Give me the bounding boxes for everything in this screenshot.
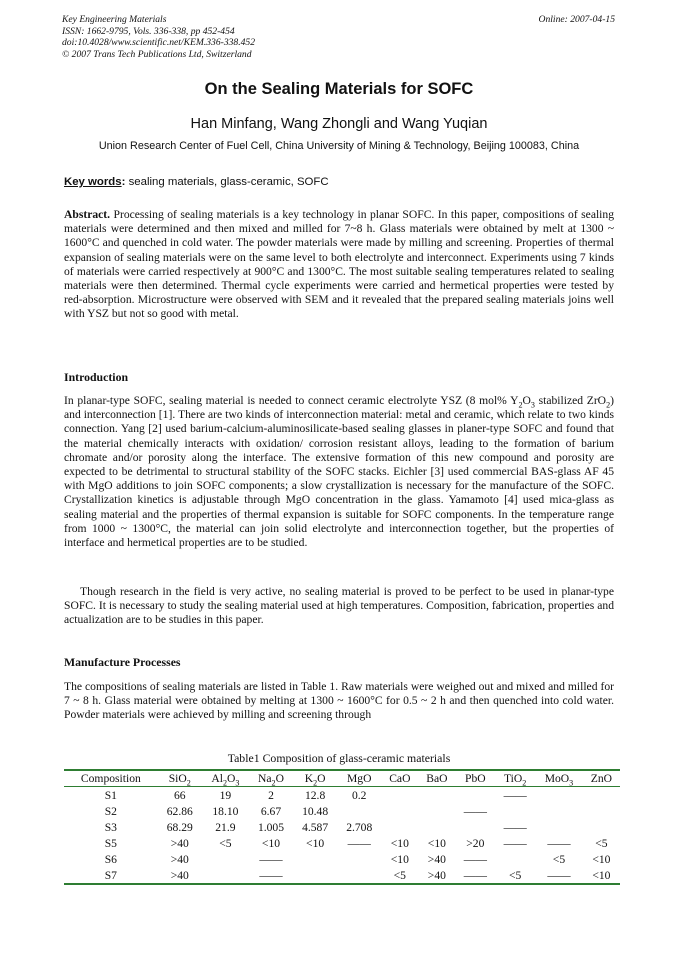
table-cell: >20 [466, 836, 485, 850]
table-cell [337, 867, 381, 884]
table-cell: —— [347, 836, 371, 850]
table-header-row [64, 770, 620, 787]
keywords-label: Key words [64, 176, 122, 188]
table-cell [293, 851, 337, 867]
abstract-label: Abstract. [64, 208, 111, 221]
table-cell: —— [503, 820, 527, 834]
table-cell: —— [249, 867, 293, 884]
composition-table [64, 769, 620, 885]
table-cell: 6.67 [260, 804, 282, 818]
table-cell: —— [535, 867, 583, 884]
paper-affiliation: Union Research Center of Fuel Cell, China University of Mining & Technology, Beijing 100083, China [98, 140, 580, 152]
table-cell: 66 [174, 788, 186, 802]
table-cell: >40 [170, 836, 189, 850]
table-cell: 2.708 [346, 820, 373, 834]
intro-text-a: In planar-type SOFC, sealing material is needed to connect ceramic electrolyte YSZ (8 mol% Y [64, 394, 519, 407]
table-cell: S2 [104, 804, 117, 818]
table-cell [535, 803, 583, 819]
table-cell: S7 [64, 867, 158, 884]
table-cell: >40 [170, 852, 189, 866]
table-cell: 68.29 [166, 820, 193, 834]
introduction-paragraph-2: Though research in the field is very active, no sealing material is proved to be perfect to be used in planar-type SOFC. It is necessary to study the sealing material used at high temperatures. Composition, fabrication, properties and actualization are to be studies in this paper. [64, 585, 614, 627]
table-header-cell: $Na_2O$ [249, 770, 293, 787]
table-body [64, 787, 620, 885]
table-header-cell: ZnO [583, 770, 620, 787]
table-cell: 1.005 [257, 820, 285, 834]
table-cell: <10 [427, 836, 446, 850]
table-cell: 18.10 [212, 804, 239, 818]
table-cell: S3 [104, 820, 117, 834]
abstract-text: Processing of sealing materials is a key technology in planar SOFC. In this paper, compositions of sealing materials were determined and then mixed and milled for 7~8 h. Glass materials were obtained by melt at 1300 ~ 1600°C and quenched in cold water. The powder materials were made by milling and screening. Properties of thermal expansion of sealing materials were on the same level to both electrolyte and interconnect. Experiments using 7 kinds of materials were carried respectively at 900°C and 1300°C. The most suitable sealing temperatures related to sealing materials were then determined. Thermal cycle experiments were carried and hermetical properties were tested by red-absorption. Microstructure were observed with SEM and it revealed that the prepared sealing materials joins well with YSZ but not so good with metal. [64, 208, 614, 321]
table-cell: S6 [104, 852, 117, 866]
table-cell: >40 [427, 852, 446, 866]
table-row [64, 867, 620, 884]
table-cell [455, 787, 495, 804]
table-cell: <10 [306, 836, 325, 850]
table-header-cell: $Al_2O_3$ [202, 770, 249, 787]
table-cell: <10 [390, 836, 409, 850]
table-cell [455, 819, 495, 835]
manufacture-heading: Manufacture Processes [64, 655, 181, 669]
table-cell: <10 [261, 836, 281, 850]
doi-line: doi:10.4028/www.scientific.net/KEM.336-338.452 [62, 37, 256, 49]
table-cell: <10 [390, 852, 409, 866]
table-cell: S5 [104, 836, 117, 850]
table-cell: <5 [495, 867, 535, 884]
table-cell: —— [259, 852, 283, 866]
table-cell: <10 [592, 852, 611, 866]
table-header-cell: TiO$_2$ [495, 770, 535, 787]
table-cell: 19 [219, 788, 232, 802]
table-cell: 4.587 [302, 820, 329, 834]
table-cell: 21.9 [215, 820, 236, 834]
introduction-heading: Introduction [64, 370, 129, 384]
table-cell: —— [547, 836, 571, 850]
table-header-cell: PbO [455, 770, 495, 787]
table-cell [495, 803, 535, 819]
table-cell [337, 803, 381, 819]
table-cell: —— [503, 788, 527, 802]
table-cell [418, 803, 455, 819]
table-cell: —— [503, 836, 527, 850]
table-header-cell: MoO$_3$ [535, 770, 583, 787]
table-row [64, 803, 620, 819]
table-row [64, 819, 620, 835]
manufacture-paragraph: The compositions of sealing materials are listed in Table 1. Raw materials were weighed out and mixed and milled for 7 ~ 8 h. Glass material were obtained by melting at 1300 ~ 1600°C for 0.5 ~ 2 h and then quenched into cold water. Powder materials were achieved by milling and screening through [64, 680, 614, 722]
table-cell: >40 [158, 867, 202, 884]
table-cell [381, 803, 418, 819]
table-cell [418, 819, 455, 835]
table-row [64, 835, 620, 851]
table-header-cell: $K_2O$ [293, 770, 337, 787]
table-cell: 0.2 [351, 788, 367, 802]
table-cell: 2 [268, 788, 274, 802]
table-cell [535, 819, 583, 835]
table-cell [202, 867, 249, 884]
table-cell: <5 [552, 852, 566, 866]
intro-text-b: O [522, 394, 531, 407]
table-cell [381, 819, 418, 835]
intro-text-c: stabilized ZrO [534, 394, 607, 407]
table-cell: <5 [219, 836, 232, 850]
table-caption: Table1 Composition of glass-ceramic materials [227, 751, 451, 765]
table-row [64, 851, 620, 867]
table-cell: 12.8 [304, 788, 326, 802]
copyright-line: © 2007 Trans Tech Publications Ltd, Switzerland [62, 48, 252, 60]
table-header-cell: Composition [64, 770, 158, 787]
table-cell: —— [455, 867, 495, 884]
table-cell [202, 851, 249, 867]
table-cell: —— [463, 852, 487, 866]
table-cell: <5 [595, 836, 608, 850]
paper-title: On the Sealing Materials for SOFC [204, 80, 474, 98]
table-header-cell: BaO [418, 770, 455, 787]
table-row [64, 787, 620, 804]
keywords-line: Key words: sealing materials, glass-ceramic, SOFC [64, 176, 329, 188]
table-cell: 62.86 [166, 804, 193, 818]
table-cell [293, 867, 337, 884]
table-cell [337, 851, 381, 867]
table-cell [535, 787, 583, 804]
table-header-cell: SiO$_2$ [158, 770, 202, 787]
online-date: Online: 2007-04-15 [538, 14, 615, 25]
table-cell [418, 787, 455, 804]
journal-header [62, 14, 255, 60]
table-cell [381, 787, 418, 804]
table-cell [495, 851, 535, 867]
table-cell: 10.48 [302, 804, 329, 818]
issn-line: ISSN: 1662-9795, Vols. 336-338, pp 452-454 [62, 25, 235, 37]
table-cell: —— [463, 804, 487, 818]
keywords-text: sealing materials, glass-ceramic, SOFC [128, 176, 329, 188]
paper-authors: Han Minfang, Wang Zhongli and Wang Yuqian [190, 116, 488, 132]
intro-text-d: ) and interconnection [1]. There are two kinds of interconnection material: metal and ceramic, which relate to two kinds connection. Yang [2] used barium-calcium-aluminosilicate-based sealing glasses in planer-type SOFC and found that the material chemically interacts with oxidation/ corrosion resistant alloys, leading to the formation of barium chromate and/or porosity along the interface. The extensive formation of this new compound and porosity are expected to be detrimental to structural stability of the SOFC stacks. Eichler [3] used commercial BAS-glass AF 45 with MgO additions to join SOFC components; a slow crystallization is necessary for the manufacture of the SOFC. Crystallization kinetics is adjustable through MgO concentration in the glass. Yamamoto [4] used mica-glass as sealing material and the properties of thermal expansion is suitable for SOFC components. In the temperature range from 1000 ~ 1300°C, the material can join solid electrolyte and interconnection together, but the properties of interface and hermetical properties are to be studied. [64, 394, 614, 550]
table-header-cell: CaO [381, 770, 418, 787]
abstract [64, 208, 614, 322]
introduction-paragraph-1: In planar-type SOFC, sealing material is needed to connect ceramic electrolyte YSZ (8 mol% $Y_2O_3$ stabilized ZrO$_2$) and interconnection [1]. There are two kinds of interconnection material: metal and ceramic, which relate to two kinds connection. Yang [2] used barium-calcium-aluminosilicate-based sealing glasses in planer-type SOFC and found that the material chemically interacts with oxidation/ corrosion resistant alloys, leading to the formation of barium chromate and/or porosity along the interface. The extensive formation of this new compound and porosity are expected to be detrimental to structural stability of the SOFC stacks. Eichler [3] used commercial BAS-glass AF 45 with MgO additions to join SOFC components; a slow crystallization is necessary for the manufacture of the SOFC. Crystallization kinetics is adjustable through MgO concentration in the glass. Yamamoto [4] used mica-glass as sealing material and the properties of thermal expansion is suitable for SOFC components. In the temperature range from 1000 ~ 1300°C, the material can join solid electrolyte and interconnection together, but the properties of interface and hermetical properties are to be studied. [64, 394, 614, 550]
table-cell [583, 787, 620, 804]
table-cell: S1 [104, 788, 117, 802]
table-cell: >40 [418, 867, 455, 884]
journal-name: Key Engineering Materials [62, 14, 167, 25]
table-cell [583, 819, 620, 835]
table-cell: <10 [583, 867, 620, 884]
table-cell: <5 [381, 867, 418, 884]
table-header-cell: MgO [337, 770, 381, 787]
table-cell [583, 803, 620, 819]
